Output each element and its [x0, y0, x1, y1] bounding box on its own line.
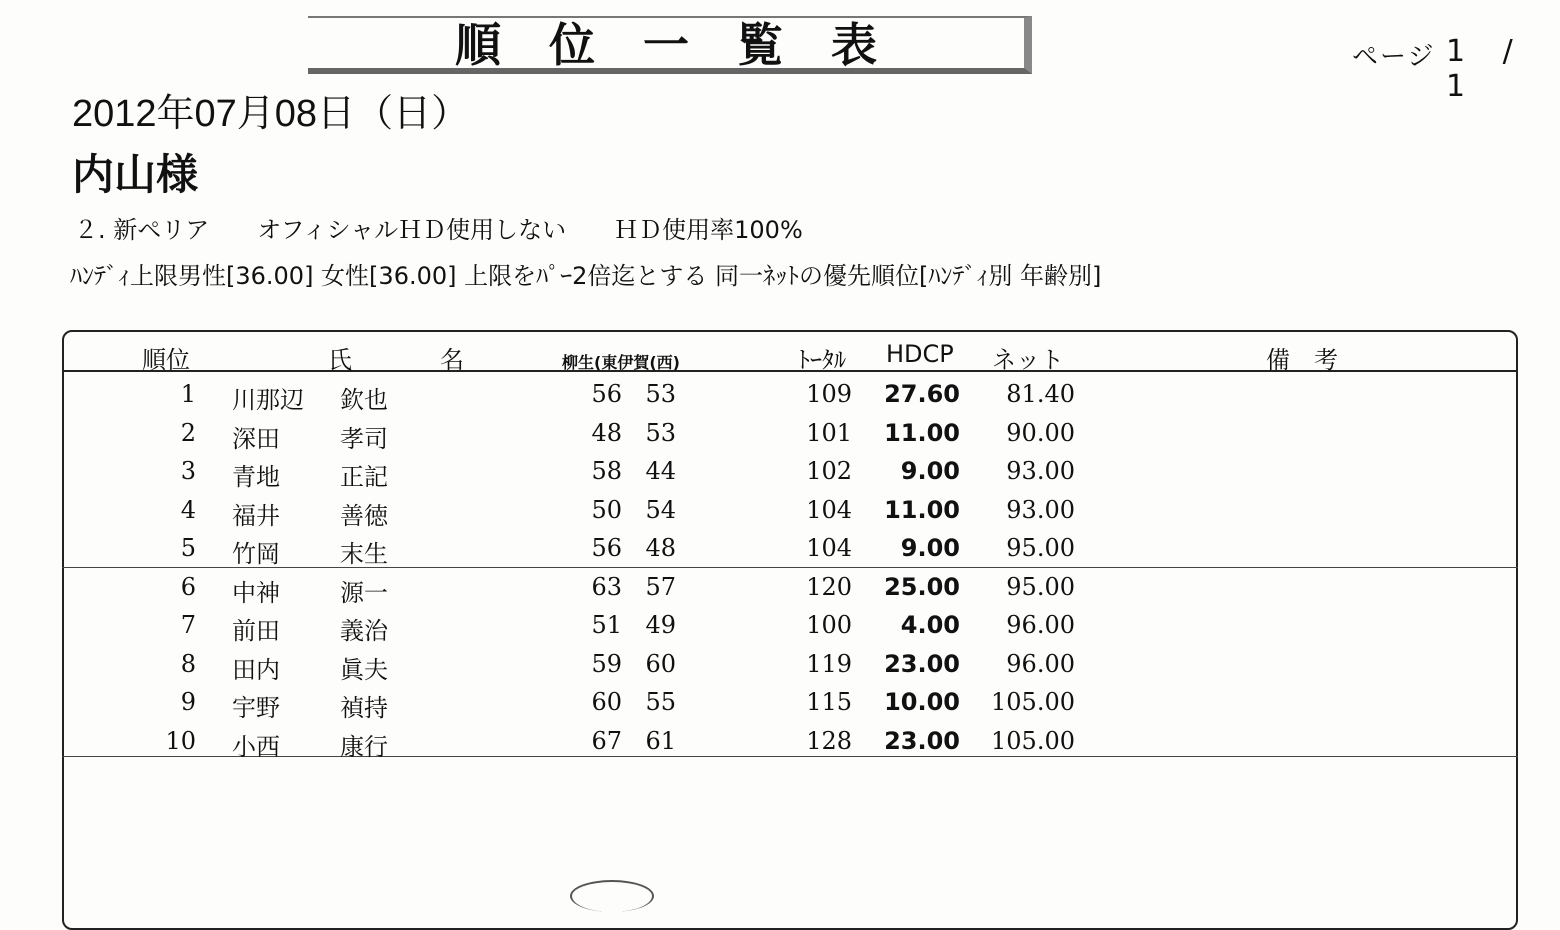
cell-hdcp: 10.00	[884, 688, 960, 716]
cell-hdcp: 27.60	[884, 380, 960, 408]
cell-in-score: 44	[645, 457, 676, 485]
cell-in-score: 53	[645, 418, 676, 447]
cell-rank: 6	[180, 572, 196, 601]
cell-in-score: 49	[645, 611, 676, 639]
cell-total: 120	[806, 572, 852, 601]
cell-first-name: 末生	[340, 540, 388, 568]
cell-last-name: 小西	[232, 732, 280, 761]
cell-net: 96.00	[1006, 611, 1075, 639]
cell-out-score: 48	[591, 418, 622, 447]
page-number: 1 / 1	[1446, 34, 1527, 104]
cell-total: 119	[806, 649, 852, 678]
cell-rank: 7	[180, 611, 196, 639]
cell-total: 100	[806, 611, 852, 639]
cell-rank: 9	[180, 688, 196, 716]
cell-out-score: 58	[591, 457, 622, 485]
cell-out-score: 56	[591, 380, 622, 408]
cell-total: 104	[806, 495, 852, 524]
cell-rank: 8	[180, 649, 196, 678]
cell-in-score: 57	[645, 572, 676, 601]
cell-last-name: 前田	[232, 617, 280, 645]
cell-in-score: 53	[645, 380, 676, 408]
cell-rank: 1	[180, 380, 196, 408]
recipient-name: 内山様	[72, 150, 199, 199]
cell-net: 95.00	[1006, 534, 1075, 562]
cell-first-name: 義治	[340, 617, 388, 645]
cell-rank: 2	[180, 418, 196, 447]
cell-net: 93.00	[1006, 457, 1075, 485]
cell-total: 104	[806, 534, 852, 562]
cell-in-score: 54	[645, 495, 676, 524]
cell-hdcp: 11.00	[884, 495, 960, 524]
cell-net: 81.40	[1006, 380, 1075, 408]
cell-net: 90.00	[1006, 418, 1075, 447]
header-total: ﾄｰﾀﾙ	[798, 346, 846, 374]
cell-hdcp: 9.00	[900, 534, 960, 562]
cell-hdcp: 9.00	[900, 457, 960, 485]
cell-out-score: 51	[591, 611, 622, 639]
cell-out-score: 59	[591, 649, 622, 678]
cell-hdcp: 23.00	[884, 726, 960, 755]
cell-total: 102	[806, 457, 852, 485]
cell-out-score: 56	[591, 534, 622, 562]
cell-last-name: 中神	[232, 578, 280, 607]
cell-last-name: 川那辺	[232, 386, 304, 414]
cell-net: 96.00	[1006, 649, 1075, 678]
cell-first-name: 眞夫	[340, 655, 388, 684]
decorative-arc	[570, 880, 654, 912]
cell-last-name: 福井	[232, 501, 280, 530]
cell-net: 105.00	[991, 688, 1075, 716]
header-remarks: 備 考	[1266, 346, 1338, 374]
cell-first-name: 康行	[340, 732, 388, 761]
cell-first-name: 孝司	[340, 424, 388, 453]
cell-total: 109	[806, 380, 852, 408]
cell-total: 115	[806, 688, 852, 716]
header-hdcp: HDCP	[886, 340, 954, 368]
header-name-1: 氏	[328, 346, 352, 374]
cell-in-score: 60	[645, 649, 676, 678]
cell-last-name: 深田	[232, 424, 280, 453]
cell-rank: 4	[180, 495, 196, 524]
cell-first-name: 正記	[340, 463, 388, 491]
cell-in-score: 61	[645, 726, 676, 755]
cell-last-name: 青地	[232, 463, 280, 491]
cell-total: 128	[806, 726, 852, 755]
cell-net: 95.00	[1006, 572, 1075, 601]
cell-hdcp: 4.00	[900, 611, 960, 639]
page-title: 順位一覧表	[455, 18, 925, 72]
cell-rank: 5	[180, 534, 196, 562]
header-net: ネット	[992, 346, 1064, 374]
cell-in-score: 55	[645, 688, 676, 716]
cell-net: 93.00	[1006, 495, 1075, 524]
cell-first-name: 欽也	[340, 386, 388, 414]
cell-first-name: 源一	[340, 578, 388, 607]
header-rank: 順位	[142, 346, 190, 374]
group-divider-2	[62, 756, 1518, 757]
page-label: ページ	[1352, 42, 1436, 72]
cell-last-name: 宇野	[232, 694, 280, 722]
cell-hdcp: 11.00	[884, 418, 960, 447]
header-course: 柳生(東伊賀(西)	[562, 353, 680, 372]
cell-hdcp: 23.00	[884, 649, 960, 678]
header-name-2: 名	[440, 346, 464, 374]
cell-last-name: 田内	[232, 655, 280, 684]
cell-first-name: 禎持	[340, 694, 388, 722]
cell-in-score: 48	[645, 534, 676, 562]
group-divider-1	[62, 567, 1518, 568]
cell-out-score: 67	[591, 726, 622, 755]
cell-out-score: 50	[591, 495, 622, 524]
cell-hdcp: 25.00	[884, 572, 960, 601]
rules-line-1: ２. 新ペリア オフィシャルＨＤ使用しない ＨＤ使用率100%	[74, 216, 803, 244]
cell-last-name: 竹岡	[232, 540, 280, 568]
cell-rank: 3	[180, 457, 196, 485]
cell-rank: 10	[165, 726, 196, 755]
event-date: 2012年07月08日（日）	[72, 93, 470, 135]
cell-out-score: 60	[591, 688, 622, 716]
rules-line-2: ﾊﾝﾃﾞｨ上限男性[36.00] 女性[36.00] 上限をﾊﾟｰ2倍迄とする 同一ﾈｯﾄの優先順位[ﾊﾝﾃﾞｨ別 年齢別]	[70, 262, 1102, 290]
cell-out-score: 63	[591, 572, 622, 601]
cell-first-name: 善徳	[340, 501, 388, 530]
cell-total: 101	[806, 418, 852, 447]
cell-net: 105.00	[991, 726, 1075, 755]
